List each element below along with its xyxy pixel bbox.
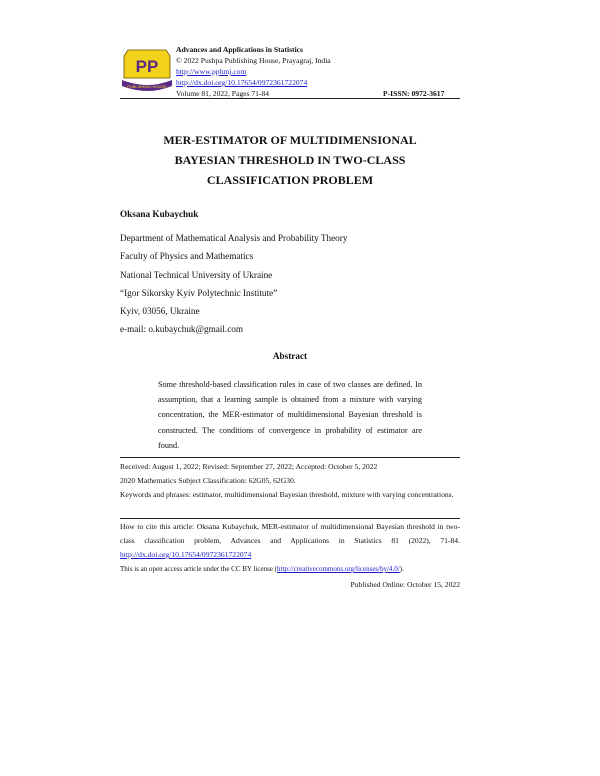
published-online: Published Online: October 15, 2022 xyxy=(350,580,460,589)
volume-info: Volume 81, 2022, Pages 71-84 xyxy=(176,89,270,98)
header-divider xyxy=(120,98,460,99)
affiliation-line: Faculty of Physics and Mathematics xyxy=(120,251,254,262)
journal-name: Advances and Applications in Statistics xyxy=(176,45,304,54)
oa-suffix: ). xyxy=(399,565,404,573)
journal-url-link[interactable]: http://www.pphmj.com xyxy=(176,67,247,76)
citation xyxy=(120,520,460,562)
open-access-note xyxy=(120,562,460,576)
publisher-logo xyxy=(120,44,174,94)
author-name: Oksana Kubaychuk xyxy=(120,209,199,219)
affiliation-line: Kyiv, 03056, Ukraine xyxy=(120,306,200,317)
issn: P-ISSN: 0972-3617 xyxy=(383,89,445,98)
title-line: CLASSIFICATION PROBLEM xyxy=(206,173,374,187)
author-email: e-mail: o.kubaychuk@gmail.com xyxy=(120,324,244,335)
license-link[interactable]: http://creativecommons.org/licenses/by/4.0/ xyxy=(277,565,400,573)
affiliation-line: National Technical University of Ukraine xyxy=(120,269,273,280)
subject-classification: 2020 Mathematics Subject Classification: 62G05, 62G30. xyxy=(120,476,296,485)
abstract-heading: Abstract xyxy=(272,351,308,361)
keywords: Keywords and phrases: estimator, multidimensional Bayesian threshold, mixture with varying concentrations. xyxy=(120,490,454,499)
citation-divider xyxy=(120,518,460,519)
paper-title xyxy=(120,130,460,190)
copyright: © 2022 Pushpa Publishing House, Prayagraj, India xyxy=(176,56,331,65)
affiliation-line: “Igor Sikorsky Kyiv Polytechnic Institute” xyxy=(120,287,278,298)
oa-prefix: This is an open access article under the CC BY license ( xyxy=(120,565,277,573)
citation-doi-link[interactable]: http://dx.doi.org/10.17654/0972361722074 xyxy=(120,550,252,559)
affiliation xyxy=(120,229,347,339)
affiliation-line: Department of Mathematical Analysis and Probability Theory xyxy=(120,233,348,243)
title-line: BAYESIAN THRESHOLD IN TWO-CLASS xyxy=(174,153,406,167)
logo-ribbon: PUBLISHING HOUSE xyxy=(127,84,167,89)
received-dates: Received: August 1, 2022; Revised: September 27, 2022; Accepted: October 5, 2022 xyxy=(120,462,378,471)
abstract-text: Some threshold-based classification rules in case of two classes are defined. In assumption, that a learning sample is obtained from a mixture with varying concentration, the MER-estimator of multidimensional Bayesian threshold is constructed. The conditions of convergence in probability of estimator are found. xyxy=(158,380,422,450)
title-line: MER-ESTIMATOR OF MULTIDIMENSIONAL xyxy=(163,133,417,147)
footnote-divider xyxy=(120,457,460,458)
citation-text: How to cite this article: Oksana Kubaychuk, MER-estimator of multidimensional Bayesian threshold in two-class classification problem, Advances and Applications in Statistics 81 (2022), 71-84. xyxy=(120,522,460,545)
doi-link[interactable]: http://dx.doi.org/10.17654/0972361722074 xyxy=(176,78,308,87)
logo-letters: PP xyxy=(135,57,159,76)
